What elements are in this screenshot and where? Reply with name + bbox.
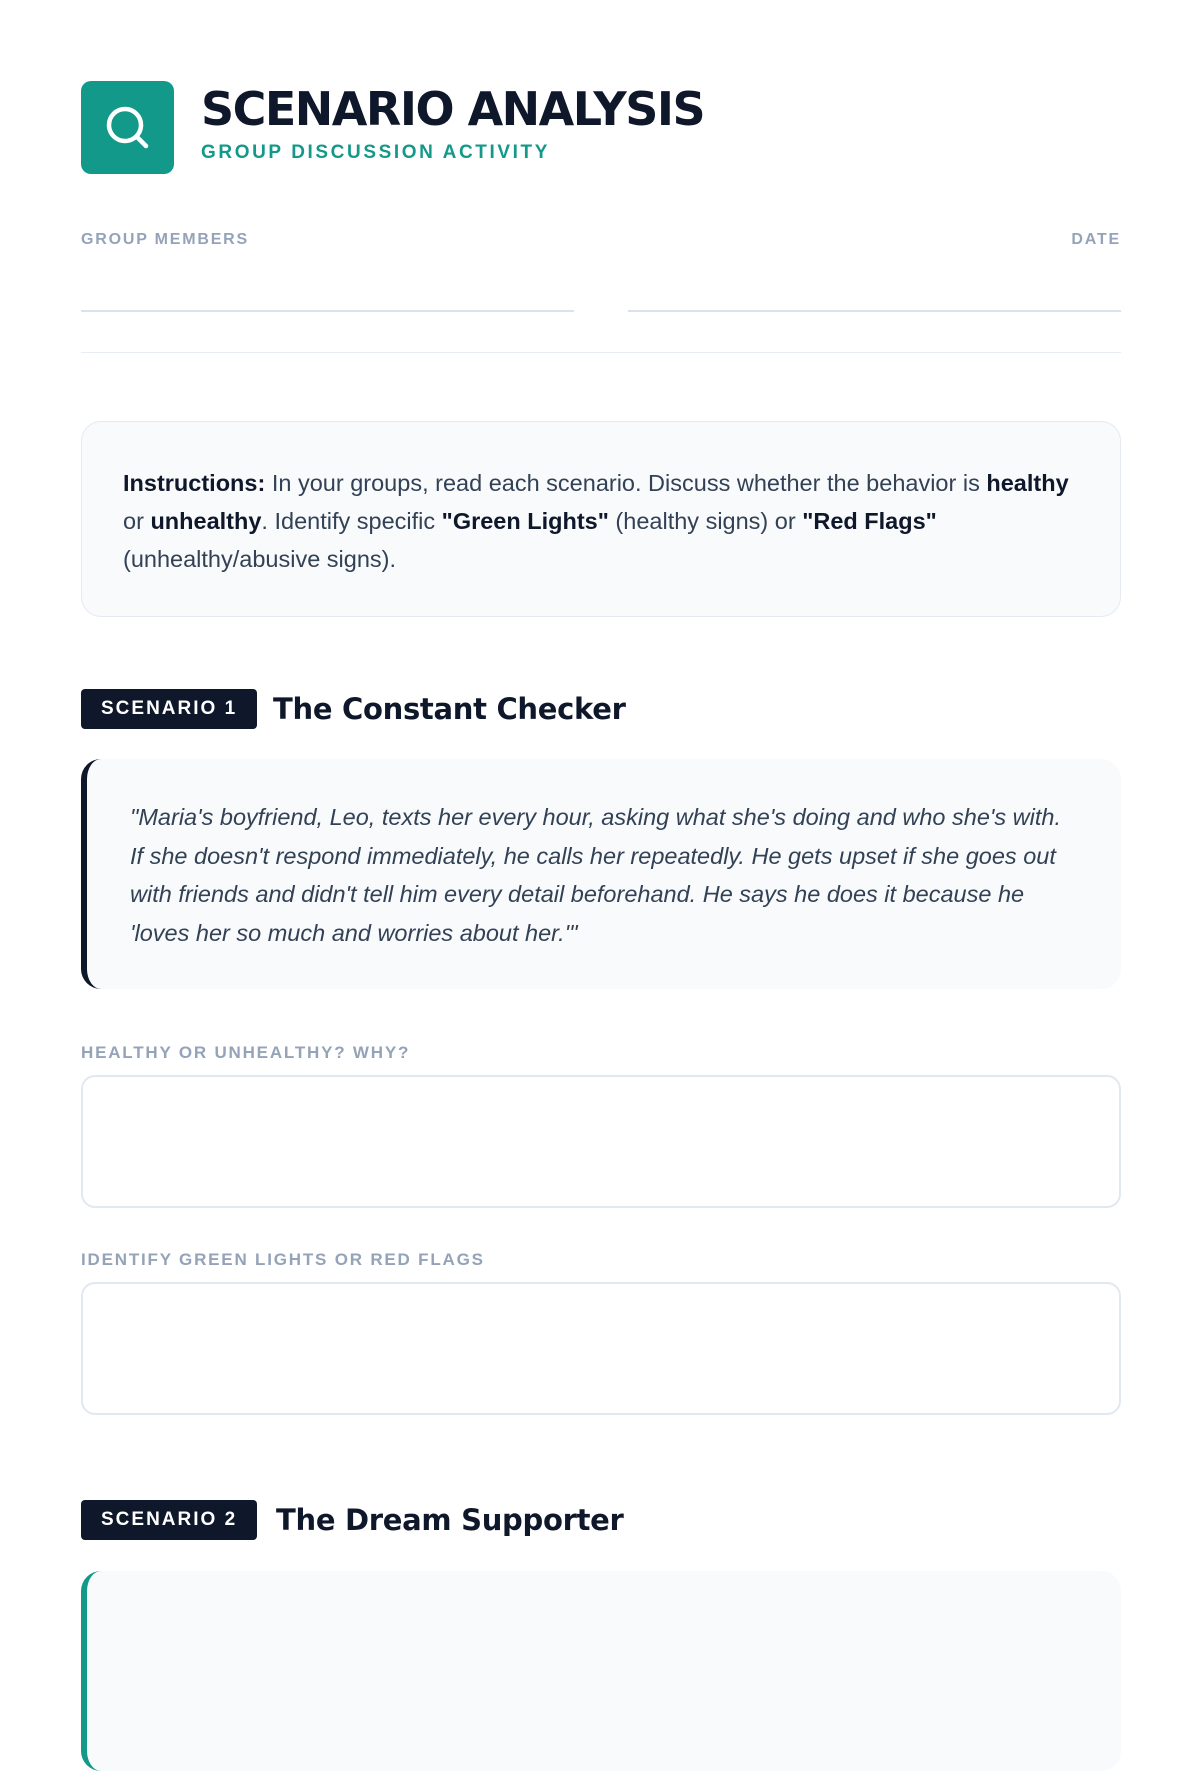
flags-answer-box[interactable] xyxy=(81,1282,1121,1415)
instructions-text: (unhealthy/abusive signs). xyxy=(123,546,397,572)
scenario-quote: "Maria's boyfriend, Leo, texts her every hour, asking what she's doing and who she's with. If she doesn't respond immediately, he calls her repeatedly. He gets upset if she goes out with friends and didn't tell him every detail beforehand. He says he does it because he 'loves her so much and worries about her.'" xyxy=(81,759,1121,989)
scenario-title: The Constant Checker xyxy=(273,692,626,726)
healthy-question-label: HEALTHY OR UNHEALTHY? WHY? xyxy=(81,1043,411,1062)
group-members-label: GROUP MEMBERS xyxy=(81,231,250,248)
instructions-unhealthy: unhealthy xyxy=(150,508,262,534)
instructions-text: (healthy signs) or xyxy=(608,508,803,534)
scenario-badge: SCENARIO 1 xyxy=(81,689,257,729)
instructions-box xyxy=(81,421,1121,617)
instructions-lead: Instructions: xyxy=(123,470,266,496)
search-icon xyxy=(101,101,154,154)
divider xyxy=(81,352,1121,353)
date-line[interactable] xyxy=(628,310,1121,312)
page-title: SCENARIO ANALYSIS xyxy=(201,82,705,136)
instructions-green-lights: "Green Lights" xyxy=(441,508,609,534)
scenario-title: The Dream Supporter xyxy=(276,1503,624,1537)
scenario-quote xyxy=(81,1571,1121,1771)
logo xyxy=(81,81,174,174)
instructions-text: . Identify specific xyxy=(261,508,442,534)
page-subtitle: GROUP DISCUSSION ACTIVITY xyxy=(201,142,550,163)
healthy-answer-box[interactable] xyxy=(81,1075,1121,1208)
instructions-text: In your groups, read each scenario. Discuss whether the behavior is xyxy=(265,470,987,496)
date-label: DATE xyxy=(1071,231,1121,248)
group-members-line[interactable] xyxy=(81,310,574,312)
instructions-healthy: healthy xyxy=(986,470,1069,496)
instructions-red-flags: "Red Flags" xyxy=(802,508,937,534)
instructions-text: or xyxy=(123,508,151,534)
flags-question-label: IDENTIFY GREEN LIGHTS OR RED FLAGS xyxy=(81,1250,485,1269)
scenario-badge: SCENARIO 2 xyxy=(81,1500,257,1540)
